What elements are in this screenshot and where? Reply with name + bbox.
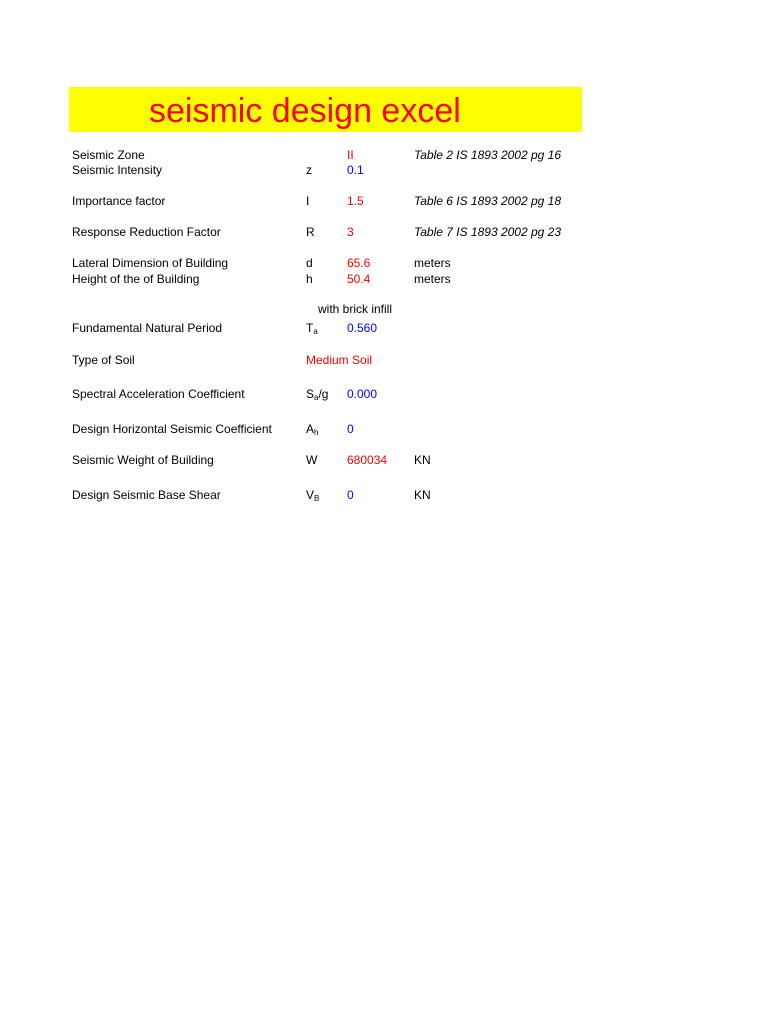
base-shear-symbol xyxy=(306,488,319,504)
response-reduction-symbol: R xyxy=(306,225,315,239)
seismic-weight-value[interactable]: 680034 xyxy=(347,453,388,467)
horizontal-coefficient-label: Design Horizontal Seismic Coefficient xyxy=(72,422,272,436)
soil-type-label: Type of Soil xyxy=(72,353,135,367)
natural-period-symbol-sub: a xyxy=(313,327,318,336)
title-banner xyxy=(69,87,582,132)
seismic-zone-value[interactable]: II xyxy=(347,148,354,162)
importance-factor-value[interactable]: 1.5 xyxy=(347,194,364,208)
natural-period-value: 0.560 xyxy=(347,321,378,335)
response-reduction-value[interactable]: 3 xyxy=(347,225,354,239)
spectral-acceleration-label: Spectral Acceleration Coefficient xyxy=(72,387,245,401)
response-reduction-label: Response Reduction Factor xyxy=(72,225,221,239)
response-reduction-reference: Table 7 IS 1893 2002 pg 23 xyxy=(414,225,562,239)
base-shear-symbol-sub: B xyxy=(314,494,320,503)
horizontal-coefficient-symbol-main: A xyxy=(306,422,315,436)
importance-factor-reference: Table 6 IS 1893 2002 pg 18 xyxy=(414,194,562,208)
seismic-intensity-label: Seismic Intensity xyxy=(72,163,163,177)
building-height-symbol: h xyxy=(306,272,313,286)
base-shear-value: 0 xyxy=(347,488,354,502)
page-title: seismic design excel xyxy=(149,92,461,130)
seismic-weight-symbol: W xyxy=(306,453,318,467)
spectral-acceleration-value: 0.000 xyxy=(347,387,378,401)
building-height-label: Height of the of Building xyxy=(72,272,200,286)
natural-period-symbol-main: T xyxy=(306,321,314,335)
base-shear-label: Design Seismic Base Shear xyxy=(72,488,221,502)
lateral-dimension-symbol: d xyxy=(306,256,313,270)
base-shear-unit: KN xyxy=(414,488,431,502)
natural-period-symbol xyxy=(306,321,318,337)
building-height-unit: meters xyxy=(414,272,451,286)
importance-factor-label: Importance factor xyxy=(72,194,166,208)
lateral-dimension-unit: meters xyxy=(414,256,451,270)
horizontal-coefficient-symbol xyxy=(306,422,318,438)
lateral-dimension-label: Lateral Dimension of Building xyxy=(72,256,229,270)
soil-type-value[interactable]: Medium Soil xyxy=(306,353,373,367)
horizontal-coefficient-symbol-sub: h xyxy=(314,428,319,437)
spectral-acceleration-symbol-sub: a xyxy=(314,393,319,402)
seismic-weight-unit: KN xyxy=(414,453,431,467)
brick-infill-note: with brick infill xyxy=(318,302,393,316)
spectral-acceleration-symbol xyxy=(306,387,328,403)
seismic-intensity-value: 0.1 xyxy=(347,163,364,177)
base-shear-symbol-main: V xyxy=(306,488,315,502)
seismic-zone-reference: Table 2 IS 1893 2002 pg 16 xyxy=(414,148,562,162)
seismic-intensity-symbol: z xyxy=(306,163,312,177)
lateral-dimension-value[interactable]: 65.6 xyxy=(347,256,371,270)
horizontal-coefficient-value: 0 xyxy=(347,422,354,436)
seismic-zone-label: Seismic Zone xyxy=(72,148,145,162)
spectral-acceleration-symbol-main: S xyxy=(306,387,315,401)
seismic-weight-label: Seismic Weight of Building xyxy=(72,453,214,467)
natural-period-label: Fundamental Natural Period xyxy=(72,321,223,335)
spectral-acceleration-symbol-suffix: /g xyxy=(318,387,329,401)
importance-factor-symbol: I xyxy=(306,194,310,208)
building-height-value[interactable]: 50.4 xyxy=(347,272,371,286)
